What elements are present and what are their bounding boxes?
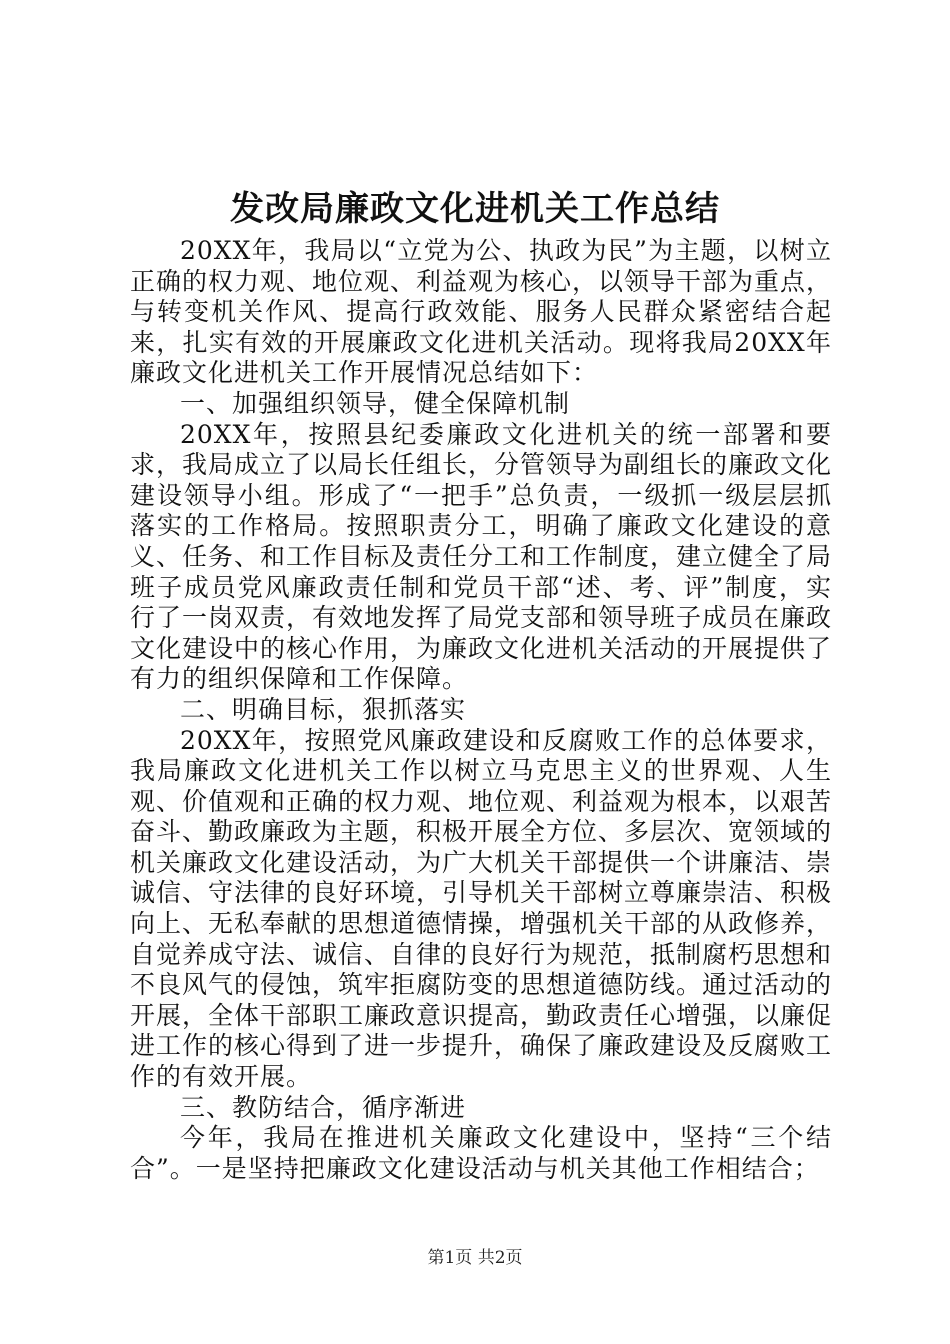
document-body	[130, 236, 832, 1184]
page-number-footer: 第1页 共2页	[427, 1248, 523, 1268]
document-title: 发改局廉政文化进机关工作总结	[230, 189, 720, 229]
section-3-heading: 三、教防结合，循序渐进	[180, 1092, 467, 1122]
section-2-paragraph: 20XX年，按照党风廉政建设和反腐败工作的总体要求，我局廉政文化进机关工作以树立马克思主义的世界观、人生观、价值观和正确的权力观、地位观、利益观为根本，以艰苦奋斗、勤政廉政为主题，积极开展全方位、多层次、宽领域的机关廉政文化建设活动，为广大机关干部提供一个讲廉洁、崇诚信、守法律的良好环境，引导机关干部树立尊廉崇洁、积极向上、无私奉献的思想道德情操，增强机关干部的从政修养，自觉养成守法、诚信、自律的良好行为规范，抵制腐朽思想和不良风气的侵蚀，筑牢拒腐防变的思想道德防线。通过活动的开展，全体干部职工廉政意识提高，勤政责任心增强，以廉促进工作的核心得到了进一步提升，确保了廉政建设及反腐败工作的有效开展。	[130, 725, 833, 1092]
section-2-heading: 二、明确目标，狠抓落实	[180, 694, 467, 724]
section-1-paragraph: 20XX年，按照县纪委廉政文化进机关的统一部署和要求，我局成立了以局长任组长，分管领导为副组长的廉政文化建设领导小组。形成了“一把手”总负责，一级抓一级层层抓落实的工作格局。按照职责分工，明确了廉政文化建设的意义、任务、和工作目标及责任分工和工作制度，建立健全了局班子成员党风廉政责任制和党员干部“述、考、评”制度，实行了一岗双责，有效地发挥了局党支部和领导班子成员在廉政文化建设中的核心作用，为廉政文化进机关活动的开展提供了有力的组织保障和工作保障。	[130, 419, 833, 694]
intro-paragraph: 20XX年，我局以“立党为公、执政为民”为主题，以树立正确的权力观、地位观、利益观为核心，以领导干部为重点，与转变机关作风、提高行政效能、服务人民群众紧密结合起来，扎实有效的开展廉政文化进机关活动。现将我局20XX年廉政文化进机关工作开展情况总结如下：	[130, 236, 833, 388]
section-3-paragraph: 今年，我局在推进机关廉政文化建设中，坚持“三个结合”。一是坚持把廉政文化建设活动与机关其他工作相结合；	[130, 1123, 832, 1183]
section-1-heading: 一、加强组织领导，健全保障机制	[180, 388, 571, 418]
